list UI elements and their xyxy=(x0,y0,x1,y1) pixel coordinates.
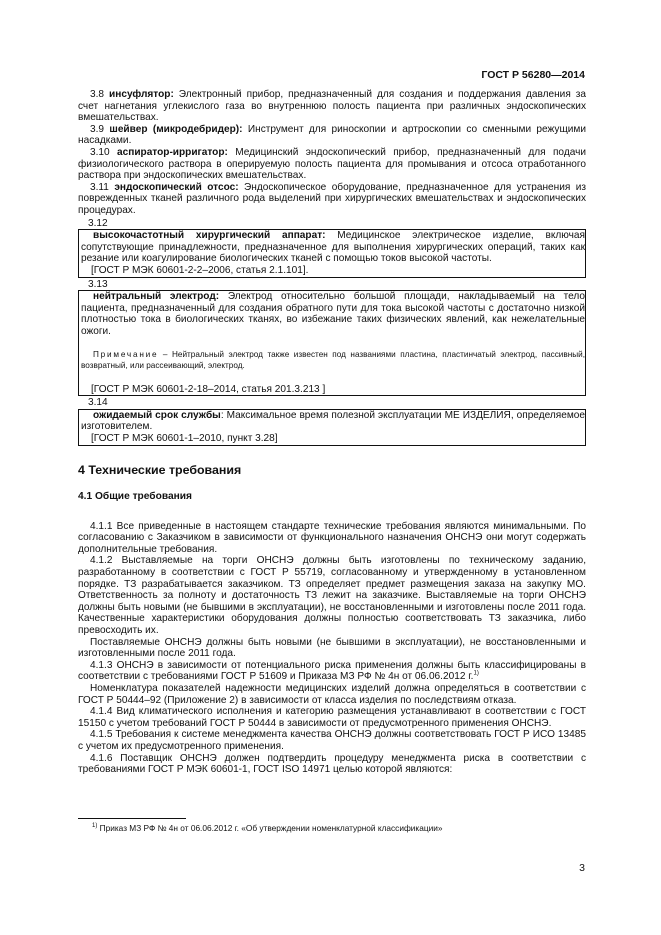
clause-4-1-1: 4.1.1 Все приведенные в настоящем стандарте технические требования являются минимальными. По согласованию с Заказчиком в зависимости от функционального назначения ОНСНЭ они могут содержать дополнительные требования. xyxy=(78,520,586,555)
term: ожидаемый срок службы xyxy=(93,409,221,421)
definition-reference: [ГОСТ Р МЭК 60601-1–2010, пункт 3.28] xyxy=(91,433,278,445)
definition-note: Примечание – Нейтральный электрод также известен под названиями пластина, пластинчатый электрод, пассивный, возвратный, или рассеивающий, электрод. xyxy=(81,350,585,371)
term: нейтральный электрод: xyxy=(93,291,220,303)
definition-reference: [ГОСТ Р МЭК 60601-2-18–2014, статья 201.3.213 ] xyxy=(91,383,326,395)
term: шейвер (микродебридер): xyxy=(109,123,243,135)
definition-box-3-14 xyxy=(78,409,586,446)
definition-3-10: 3.10 аспиратор-ирригатор: Медицинский эндоскопический прибор, предназначенный для подачи физиологического раствора в оперируемую полость пациента для промывания и отсоса отработанного раствора при эндоскопических вмешательствах. xyxy=(78,146,586,182)
term: инсуфлятор: xyxy=(109,89,174,100)
page-number: 3 xyxy=(579,862,585,874)
definition-box-3-12 xyxy=(78,229,586,277)
definition-3-9: 3.9 шейвер (микродебридер): Инструмент для риноскопии и артроскопии со сменными режущими насадками. xyxy=(78,123,586,147)
clause-4-1-2: 4.1.2 Выставляемые на торги ОНСНЭ должны быть изготовлены по техническому заданию, разработанному в соответствии с ГОСТ Р 55719, согласованному и утвержденному в установленном порядке. ТЗ разрабатывается заказчиком. ТЗ определяет предмет размещения заказа на закупку МО. Ответственность за полноту и достаточность ТЗ лежит на заказчике. Выставляемые на торги ОНСНЭ должны быть новыми (не бывшими в эксплуатации), не восстановленными и изготовлены после 2011 года. Качественные характеристики оборудования должны полностью соответствовать ТЗ заказчика, либо превосходить их. xyxy=(78,555,586,636)
document-header: ГОСТ Р 56280—2014 xyxy=(481,69,585,81)
subsection-heading: 4.1 Общие требования xyxy=(78,490,192,502)
footnote-reference: 1) xyxy=(473,670,479,677)
clause-4-1-6: 4.1.6 Поставщик ОНСНЭ должен подтвердить процедуру менеджмента риска в соответствии с требованиями ГОСТ Р МЭК 60601-1, ГОСТ ISO 14971 целью которой являются: xyxy=(78,752,586,776)
clause-4-1-5: 4.1.5 Требования к системе менеджмента качества ОНСНЭ должны соответствовать ГОСТ Р ИСО 13485 с учетом их предусмотренного применения. xyxy=(78,729,586,752)
clause-4-1-2-continued: Поставляемые ОНСНЭ должны быть новыми (не бывшими в эксплуатации), не восстановленными и изготовленными после 2011 года. xyxy=(78,636,586,660)
definition-number: 3.13 xyxy=(88,278,108,290)
page-content xyxy=(78,89,586,776)
definition-reference: [ГОСТ Р МЭК 60601-2-2–2006, статья 2.1.101]. xyxy=(91,264,309,276)
definition-text: нейтральный электрод: Электрод относительно большой площади, накладываемый на тело пациента, предназначенный для создания обратного пути для тока высокой частоты с достаточно низкой плотностью тока в биологических тканях, во избежание таких физических явлений, как нежелательные ожоги. xyxy=(81,291,585,337)
definition-box-3-13 xyxy=(78,290,586,396)
clause-4-1-3-continued: Номенклатура показателей надежности медицинских изделий должна определяться в соответствии с ГОСТ Р 50444–92 (Приложение 2) в зависимости от класса изделия по последствиям отказа. xyxy=(78,682,586,706)
definition-3-8: 3.8 инсуфлятор: Электронный прибор, предназначенный для создания и поддержания давления за счет нагнетания углекислого газа во внутреннюю полость пациента при различных эндоскопических вмешательствах. xyxy=(78,89,587,124)
term: аспиратор-ирригатор: xyxy=(117,146,228,158)
footnote: $^{1)}$ Приказ МЗ РФ № 4н от 06.06.2012 г. «Об утверждении номенклатурной классификации» xyxy=(92,823,443,833)
term: высокочастотный хирургический аппарат: xyxy=(93,230,326,242)
clause-4-1-3: 4.1.3 ОНСНЭ в зависимости от потенциального риска применения должны быть классифицированы в соответствии с требованиями ГОСТ Р 51609 и Приказа МЗ РФ № 4н от 06.06.2012 г.$^{1)}$ xyxy=(78,659,586,683)
definition-text: высокочастотный хирургический аппарат: Медицинское электрическое изделие, включая сопутствующие принадлежности, предназначенное для выполнения хирургических операций, таких как резание или коагулирование биологических тканей с помощью токов высокой частоты. xyxy=(81,230,585,265)
definition-number: 3.14 xyxy=(88,397,108,409)
definition-number: 3.12 xyxy=(88,217,108,229)
clause-4-1-4: 4.1.4 Вид климатического исполнения и категорию размещения устанавливают в соответствии с ГОСТ 15150 с учетом требований ГОСТ Р 50444 в зависимости от предусмотренного применения ОНСНЭ. xyxy=(78,706,586,729)
definition-text: ожидаемый срок службы: Максимальное время полезной эксплуатации МЕ ИЗДЕЛИЯ, определяемое изготовителем. xyxy=(81,409,585,433)
term: эндоскопический отсос: xyxy=(114,181,239,193)
definition-3-11: 3.11 эндоскопический отсос: Эндоскопическое оборудование, предназначенное для устранения из поврежденных тканей различного рода выделений при хирургических вмешательствах и эндоскопических процедурах. xyxy=(78,181,586,216)
footnote-divider xyxy=(78,818,186,819)
section-heading: 4 Технические требования xyxy=(78,462,242,477)
